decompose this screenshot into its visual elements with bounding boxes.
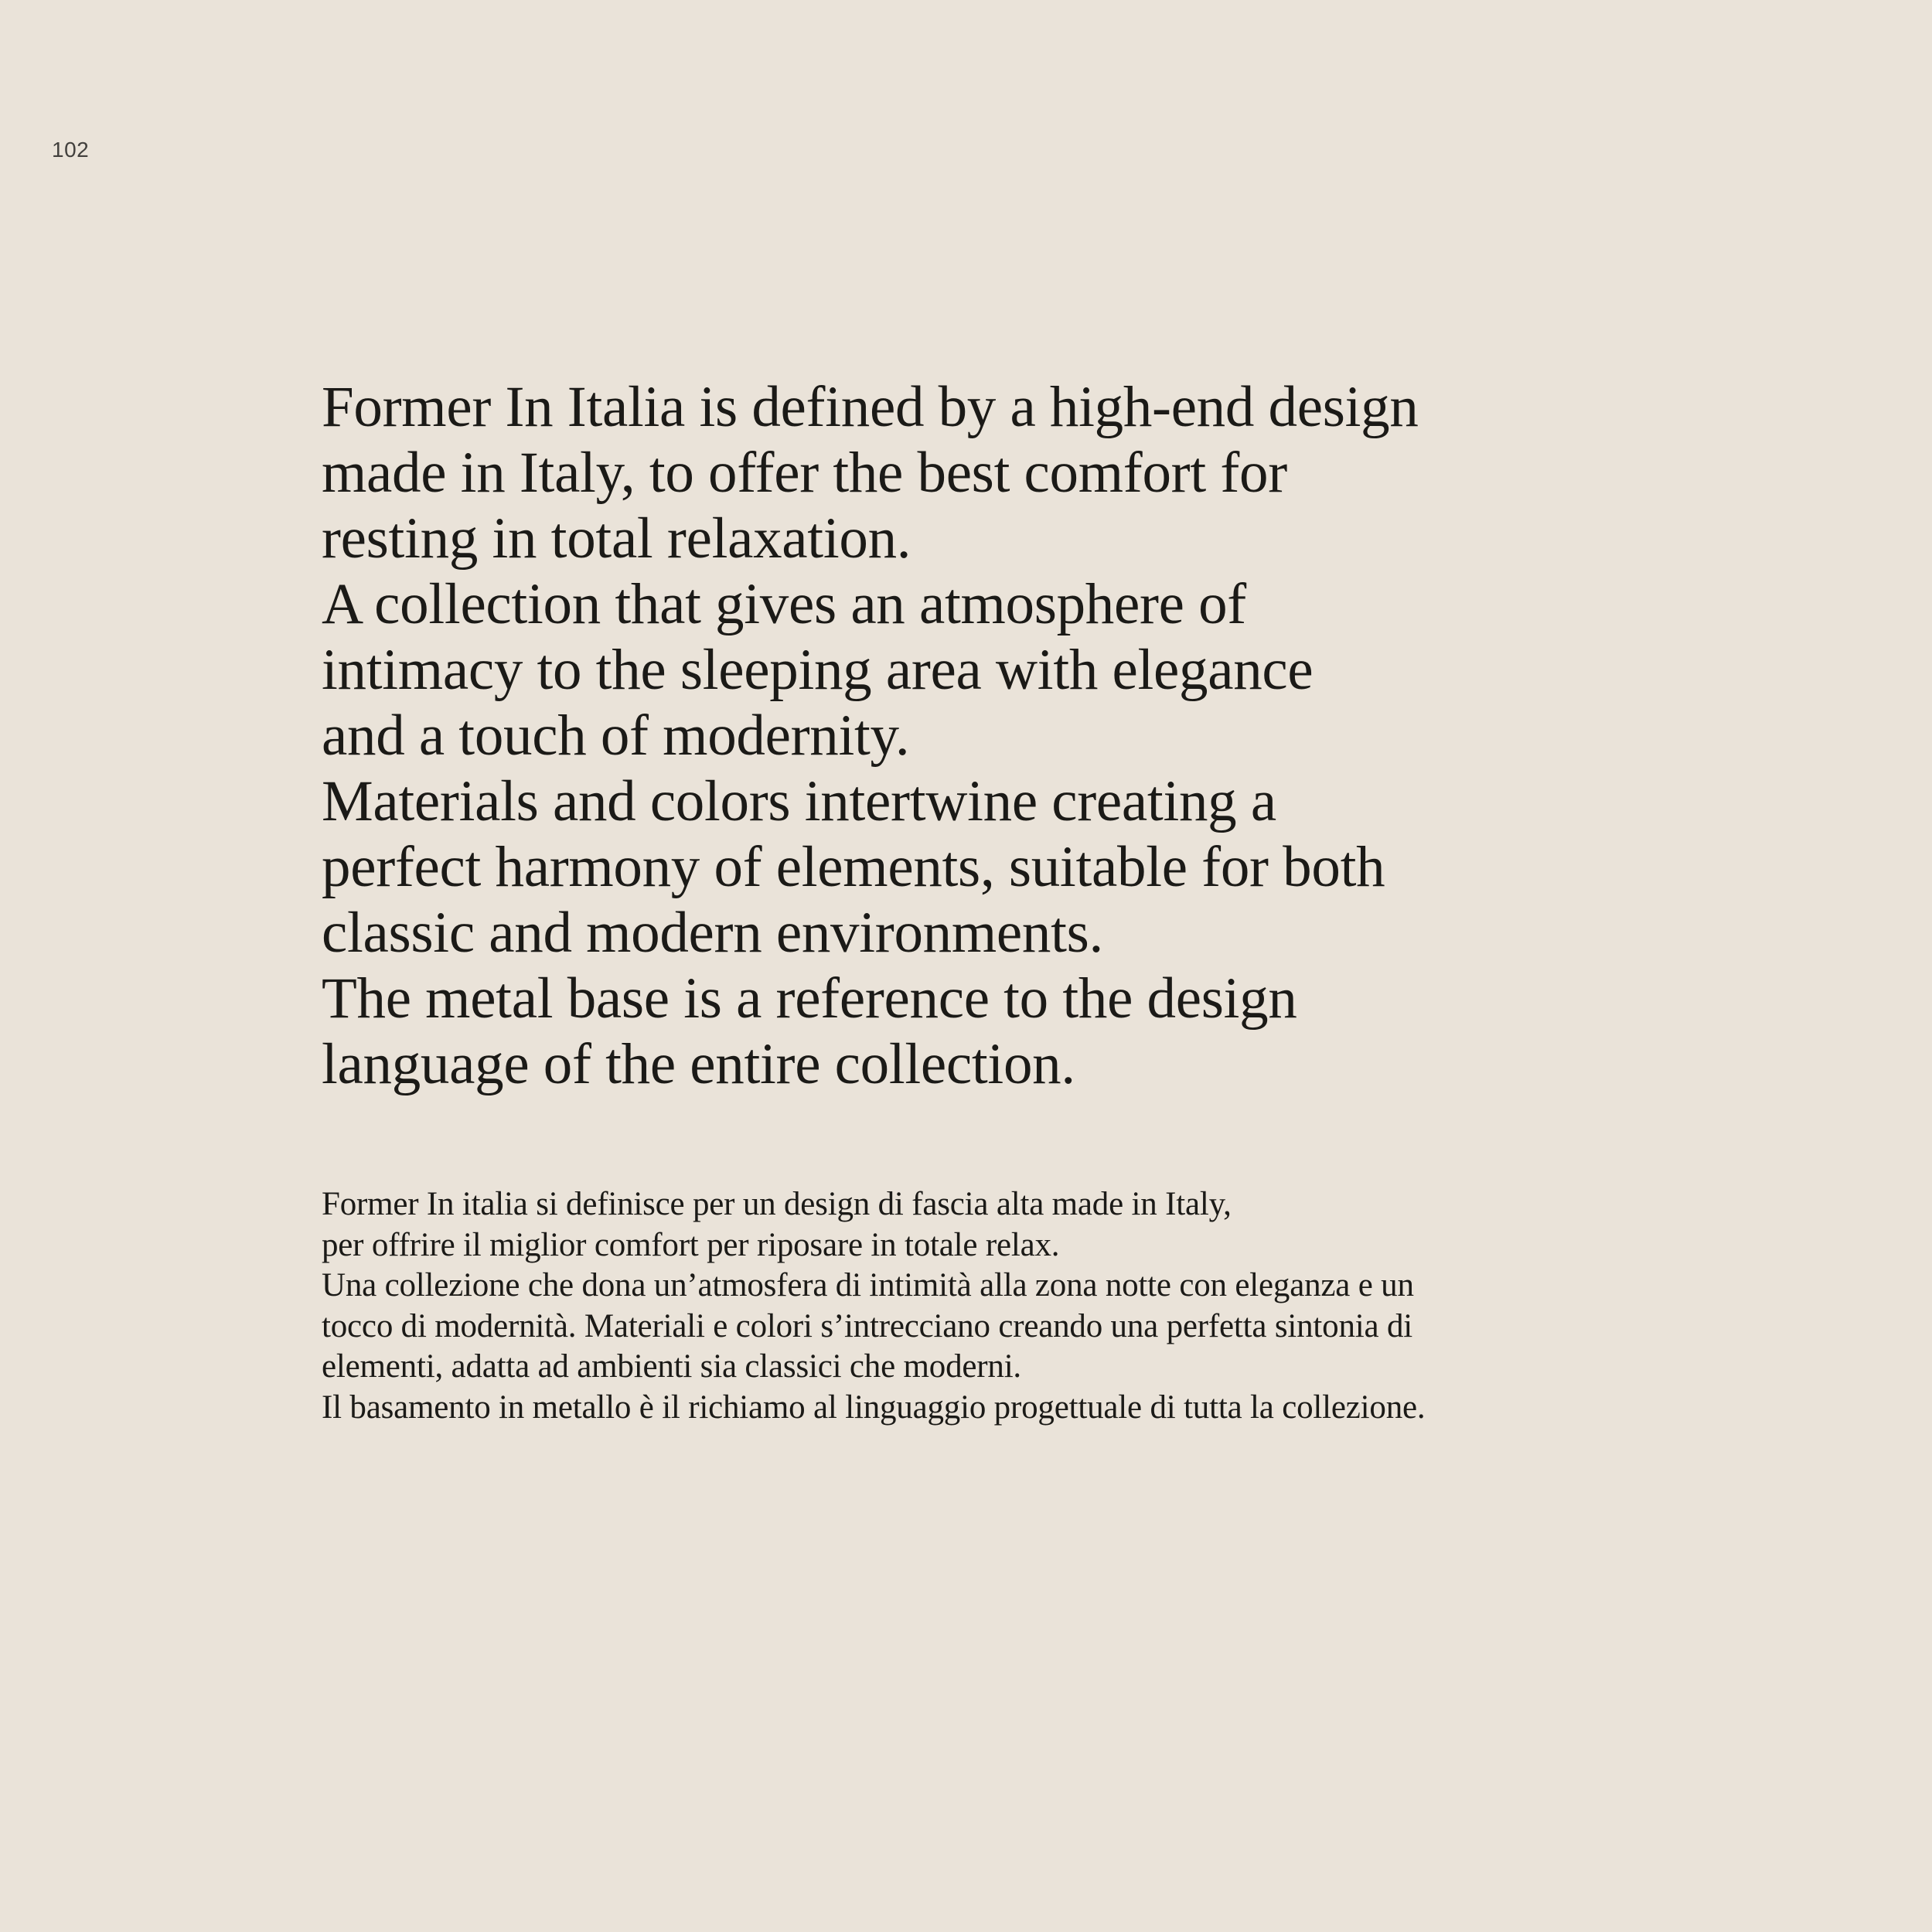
page-number: 102 [52, 138, 90, 162]
english-line: Materials and colors intertwine creating a [322, 769, 1276, 833]
english-line: Former In Italia is defined by a high-end design [322, 375, 1419, 439]
english-line: A collection that gives an atmosphere of [322, 572, 1246, 636]
english-line: made in Italy, to offer the best comfort for [322, 441, 1287, 505]
english-line: The metal base is a reference to the design [322, 966, 1297, 1031]
english-line: language of the entire collection. [322, 1032, 1075, 1096]
italian-line: tocco di modernità. Materiali e colori s’intrecciano creando una perfetta sintonia di [322, 1307, 1412, 1344]
english-line: and a touch of modernity. [322, 704, 910, 768]
italian-line: per offrire il miglior comfort per riposare in totale relax. [322, 1226, 1060, 1263]
italian-line: elementi, adatta ad ambienti sia classici che moderni. [322, 1348, 1021, 1385]
english-description-paragraph [322, 374, 1528, 1097]
english-line: intimacy to the sleeping area with elegance [322, 638, 1314, 702]
italian-description-paragraph [322, 1184, 1528, 1428]
italian-line: Il basamento in metallo è il richiamo al linguaggio progettuale di tutta la collezione. [322, 1389, 1426, 1426]
english-line: resting in total relaxation. [322, 506, 911, 571]
italian-line: Una collezione che dona un’atmosfera di intimità alla zona notte con eleganza e un [322, 1267, 1414, 1303]
english-line: classic and modern environments. [322, 901, 1103, 965]
italian-line: Former In italia si definisce per un design di fascia alta made in Italy, [322, 1186, 1232, 1222]
english-line: perfect harmony of elements, suitable for both [322, 835, 1385, 899]
